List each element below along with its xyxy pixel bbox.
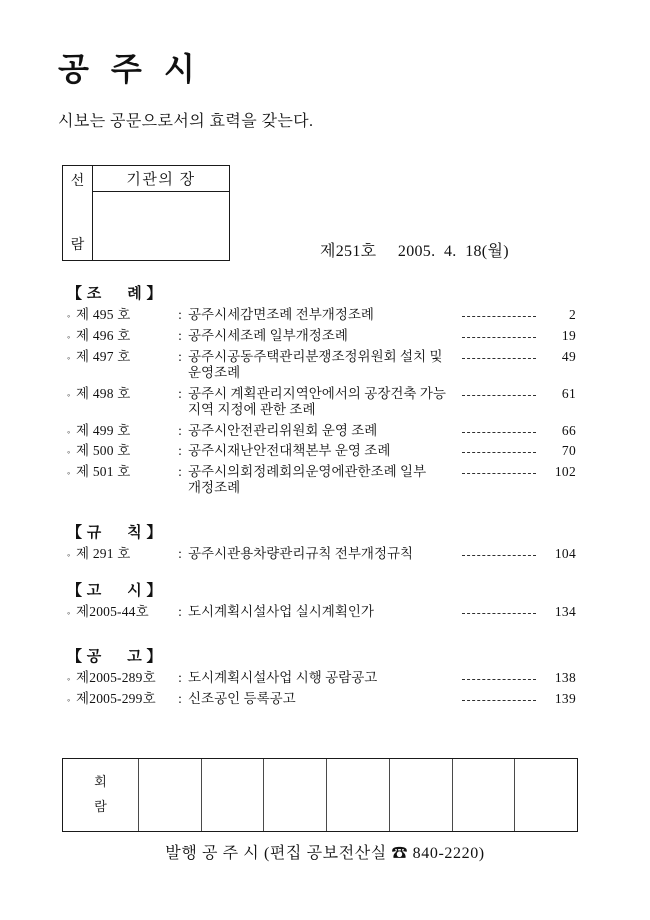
circulation-cell[interactable] (202, 759, 265, 831)
bullet-icon: ◦ (67, 389, 71, 400)
approval-box (62, 165, 230, 261)
table-of-contents (62, 282, 582, 712)
leader-line (462, 432, 536, 434)
entry-colon: : (178, 546, 182, 562)
circulation-cell[interactable] (264, 759, 327, 831)
entry-title: 신조공인 등록공고 (188, 690, 296, 706)
entry-colon: : (178, 307, 182, 322)
list-item[interactable] (62, 443, 582, 459)
circulation-cell[interactable] (515, 759, 577, 831)
leader-line (462, 473, 536, 475)
section-gap (62, 567, 582, 579)
bullet-icon: ◦ (67, 352, 71, 363)
bullet-icon: ◦ (67, 608, 71, 619)
entry-colon: : (178, 327, 182, 343)
leader-line (462, 679, 536, 681)
leader-line (462, 700, 536, 702)
leader-line (462, 395, 536, 397)
leader-line (462, 316, 536, 318)
section-rules (62, 521, 582, 562)
bullet-icon: ◦ (67, 447, 71, 458)
circulation-label-bottom: 람 (94, 799, 107, 814)
list-item[interactable] (62, 307, 582, 323)
entry-title: 공주시세조례 일부개정조례 (188, 327, 348, 343)
circulation-cell[interactable] (453, 759, 516, 831)
leader-line (462, 555, 536, 557)
section-title: 【 고 시 】 (67, 583, 162, 600)
entry-title: 공주시 계획관리지역안에서의 공장건축 가능 지역 지정에 관한 조례 (188, 385, 446, 417)
approval-box-header: 기관의 장 (93, 166, 229, 192)
entry-number: 제2005-44호 (76, 604, 149, 620)
entry-page-number: 104 (554, 546, 576, 562)
entry-number: 제 497 호 (76, 348, 131, 364)
entry-title: 공주시세감면조례 전부개정조례 (188, 307, 374, 322)
entry-title: 공주시안전관리위원회 운영 조례 (188, 422, 378, 438)
list-item[interactable] (62, 328, 582, 344)
list-item[interactable] (62, 464, 582, 496)
entry-number: 제2005-299호 (76, 690, 156, 706)
leader-line (462, 358, 536, 360)
bullet-icon: ◦ (67, 674, 71, 685)
entry-page-number: 139 (554, 690, 576, 706)
entry-number: 제 291 호 (76, 546, 131, 562)
bullet-icon: ◦ (67, 468, 71, 479)
entry-page-number: 138 (554, 670, 576, 686)
entry-page-number: 61 (561, 385, 576, 401)
leader-line (462, 337, 536, 339)
entry-colon: : (178, 690, 182, 706)
list-item[interactable] (62, 349, 582, 381)
bullet-icon: ◦ (67, 426, 71, 437)
entry-number: 제 498 호 (76, 385, 131, 401)
footer-publisher-line: 발행 공 주 시 (편집 공보전산실 ☎ 840-2220) (165, 845, 485, 862)
leader-line (462, 613, 536, 615)
circulation-table (62, 758, 578, 832)
entry-colon: : (178, 422, 182, 438)
section-gap (62, 501, 582, 521)
entry-page-number: 2 (568, 307, 576, 322)
bullet-icon: ◦ (67, 331, 71, 342)
entry-number: 제 496 호 (76, 327, 131, 343)
circulation-label-cell (63, 759, 139, 831)
section-ordinances (62, 282, 582, 496)
section-announcements (62, 645, 582, 707)
list-item[interactable] (62, 691, 582, 707)
bullet-icon: ◦ (67, 550, 71, 561)
list-item[interactable] (62, 546, 582, 562)
entry-title: 공주시공동주택관리분쟁조정위원회 설치 및 운영조례 (188, 348, 443, 380)
list-item[interactable] (62, 670, 582, 686)
entry-page-number: 49 (561, 348, 576, 364)
section-gap (62, 625, 582, 645)
entry-page-number: 66 (561, 422, 576, 438)
section-title: 【 규 칙 】 (67, 525, 162, 542)
section-title: 【 공 고 】 (67, 649, 162, 666)
circulation-label-top: 회 (94, 774, 107, 790)
entry-number: 제 495 호 (76, 307, 131, 322)
entry-colon: : (178, 385, 182, 401)
entry-page-number: 102 (554, 464, 576, 480)
entry-title: 도시계획시설사업 시행 공람공고 (188, 670, 378, 686)
entry-title: 공주시관용차량관리규칙 전부개정규칙 (188, 546, 414, 562)
bullet-icon: ◦ (67, 694, 71, 705)
section-notices (62, 579, 582, 620)
tagline: 시보는 공문으로서의 효력을 갖는다. (58, 113, 314, 130)
entry-number: 제 499 호 (76, 422, 131, 438)
entry-page-number: 19 (561, 327, 576, 343)
entry-title: 공주시재난안전대책본부 운영 조례 (188, 443, 391, 459)
approval-label-top: 선 (70, 174, 85, 189)
circulation-cell[interactable] (390, 759, 453, 831)
list-item[interactable] (62, 386, 582, 418)
approval-box-right-column (93, 166, 229, 260)
leader-line (462, 452, 536, 454)
entry-title: 공주시의회정례회의운영에관한조례 일부 개정조례 (188, 464, 427, 496)
entry-number: 제 501 호 (76, 464, 131, 480)
list-item[interactable] (62, 604, 582, 620)
entry-colon: : (178, 348, 182, 364)
entry-number: 제 500 호 (76, 443, 131, 459)
approval-box-signature-area (93, 192, 229, 260)
circulation-cell[interactable] (327, 759, 390, 831)
entry-number: 제2005-289호 (76, 670, 156, 686)
entry-colon: : (178, 443, 182, 459)
bullet-icon: ◦ (67, 311, 71, 321)
issue-line: 제251호 2005. 4. 18(월) (320, 243, 509, 260)
entry-colon: : (178, 464, 182, 480)
entry-colon: : (178, 604, 182, 620)
approval-label-bottom: 람 (70, 238, 85, 253)
entry-page-number: 70 (561, 443, 576, 459)
circulation-cell[interactable] (139, 759, 202, 831)
list-item[interactable] (62, 423, 582, 439)
entry-title: 도시계획시설사업 실시계획인가 (188, 604, 374, 620)
entry-page-number: 134 (554, 604, 576, 620)
page-title: 공 주 시 (58, 51, 202, 87)
approval-box-left-column (63, 166, 93, 260)
section-title: 【 조 례 】 (67, 286, 162, 302)
entry-colon: : (178, 670, 182, 686)
